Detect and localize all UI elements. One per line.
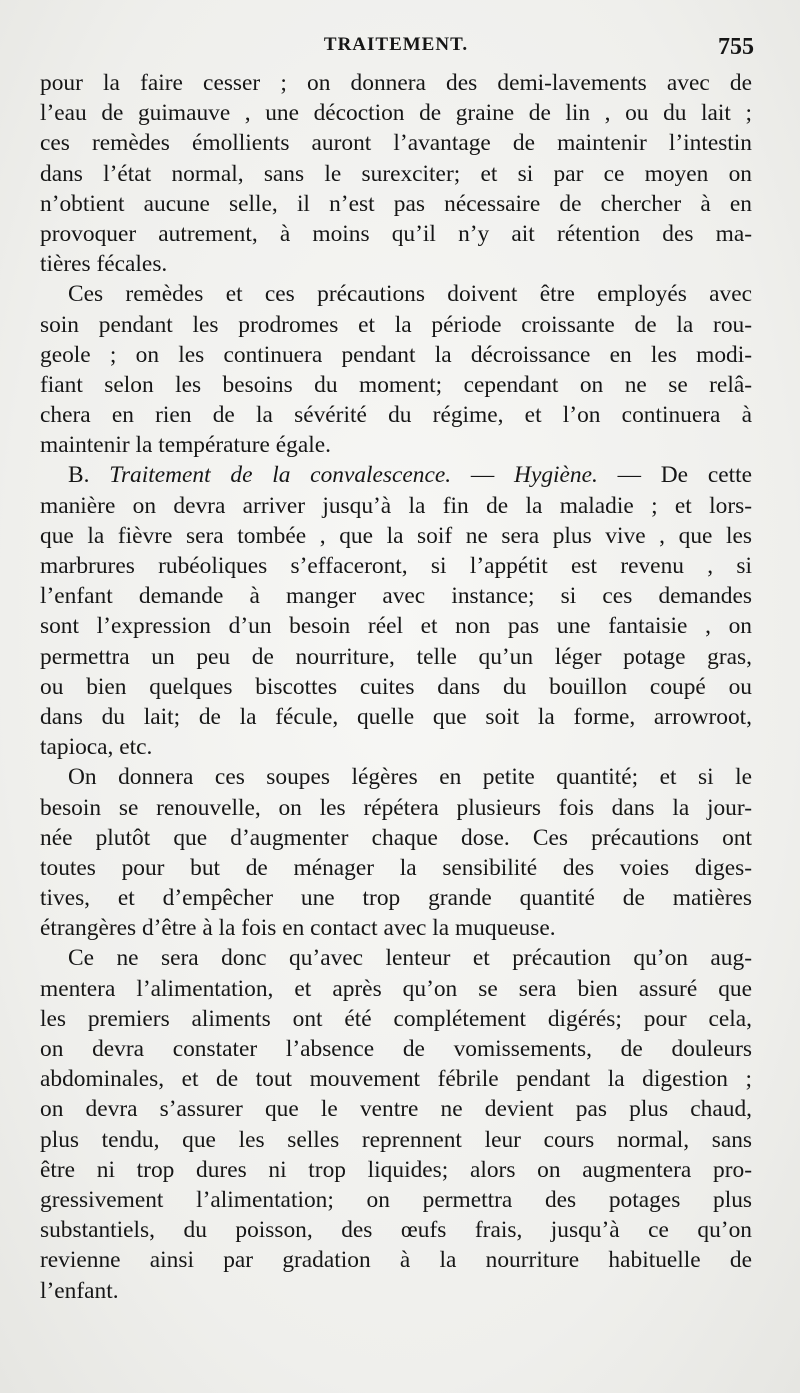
text-line: permettra un peu de nourriture, telle qu’un léger potage gras, [40, 643, 752, 670]
heading-continuation: — De cette [617, 462, 752, 489]
text-line: l’enfant. [40, 1277, 119, 1304]
text-line: abdominales, et de tout mouvement fébrile pendant la digestion ; [40, 1066, 752, 1093]
paragraph-4 [40, 762, 752, 943]
text-line: geole ; on les continuera pendant la décroissance en les modi- [40, 341, 752, 368]
text-line: gressivement l’alimentation; on permettra des potages plus [40, 1186, 752, 1213]
text-line: provoquer autrement, à moins qu’il n’y ait rétention des ma- [40, 220, 752, 247]
text-line: toutes pour but de ménager la sensibilité des voies diges- [40, 854, 752, 881]
text-line: besoin se renouvelle, on les répétera plusieurs fois dans la jour- [40, 794, 752, 821]
heading-dash: — [470, 462, 495, 489]
section-label: B. [68, 462, 90, 489]
text-line: tières fécales. [40, 251, 168, 278]
text-line: on devra constater l’absence de vomissements, de douleurs [40, 1036, 752, 1062]
text-line: revienne ainsi par gradation à la nourriture habituelle de [40, 1247, 752, 1274]
paragraph-5 [40, 943, 752, 1305]
text-line: l’eau de guimauve , une décoction de graine de lin , ou du lait ; [40, 100, 752, 127]
text-line: chera en rien de la sévérité du régime, et l’on continuera à [40, 402, 752, 429]
text-line: sont l’expression d’un besoin réel et non pas une fantaisie , on [40, 613, 752, 640]
page-number: 755 [718, 34, 754, 60]
text-line: n’obtient aucune selle, il n’est pas nécessaire de chercher à en [40, 190, 752, 217]
paragraph-3 [40, 460, 752, 762]
text-line: dans du lait; de la fécule, quelle que soit la forme, arrowroot, [40, 703, 752, 730]
text-line: Ce ne sera donc qu’avec lenteur et précaution qu’on aug- [68, 945, 752, 972]
text-line: on devra s’assurer que le ventre ne devient pas plus chaud, [40, 1096, 752, 1123]
section-title: Traitement de la convalescence. [109, 462, 452, 489]
paragraph-1 [40, 68, 752, 279]
text-line: que la fièvre sera tombée , que la soif ne sera plus vive , que les [40, 522, 752, 549]
text-line: tives, et d’empêcher une trop grande quantité de matières [40, 885, 752, 912]
text-line: ou bien quelques biscottes cuites dans du bouillon coupé ou [40, 673, 752, 700]
text-line: marbrures rubéoliques s’effaceront, si l’appétit est revenu , si [40, 553, 752, 579]
text-line: ces remèdes émollients auront l’avantage de maintenir l’intestin [40, 130, 752, 157]
text-line: pour la faire cesser ; on donnera des demi-lavements avec de [40, 70, 752, 96]
text-line: l’enfant demande à manger avec instance; si ces demandes [40, 583, 752, 610]
page-header [40, 34, 752, 64]
paragraph-2 [40, 279, 752, 460]
text-line: fiant selon les besoins du moment; cependant on ne se relâ- [40, 371, 752, 398]
text-line: maintenir la température égale. [40, 432, 331, 459]
text-line: On donnera ces soupes légères en petite quantité; et si le [68, 764, 752, 791]
text-line: Ces remèdes et ces précautions doivent être employés avec [68, 281, 752, 308]
text-line: manière on devra arriver jusqu’à la fin de la maladie ; et lors- [40, 492, 752, 519]
text-line: plus tendu, que les selles reprennent leur cours normal, sans [40, 1126, 752, 1153]
text-line: soin pendant les prodromes et la période croissante de la rou- [40, 311, 752, 338]
section-subtitle: Hygiène. [514, 462, 598, 489]
text-line: née plutôt que d’augmenter chaque dose. Ces précautions ont [40, 824, 752, 851]
text-line: substantiels, du poisson, des œufs frais, jusqu’à ce qu’on [40, 1217, 752, 1244]
running-head: TRAITEMENT. [323, 34, 469, 55]
section-heading-line [40, 460, 752, 490]
text-line: les premiers aliments ont été complétement digérés; pour cela, [40, 1005, 752, 1032]
text-line: être ni trop dures ni trop liquides; alors on augmentera pro- [40, 1156, 752, 1183]
body-text [40, 68, 752, 1306]
text-line: dans l’état normal, sans le surexciter; et si par ce moyen on [40, 160, 752, 187]
text-line: étrangères d’être à la fois en contact avec la muqueuse. [40, 915, 556, 942]
text-line: mentera l’alimentation, et après qu’on se sera bien assuré que [40, 975, 752, 1002]
text-line: tapioca, etc. [40, 734, 153, 761]
